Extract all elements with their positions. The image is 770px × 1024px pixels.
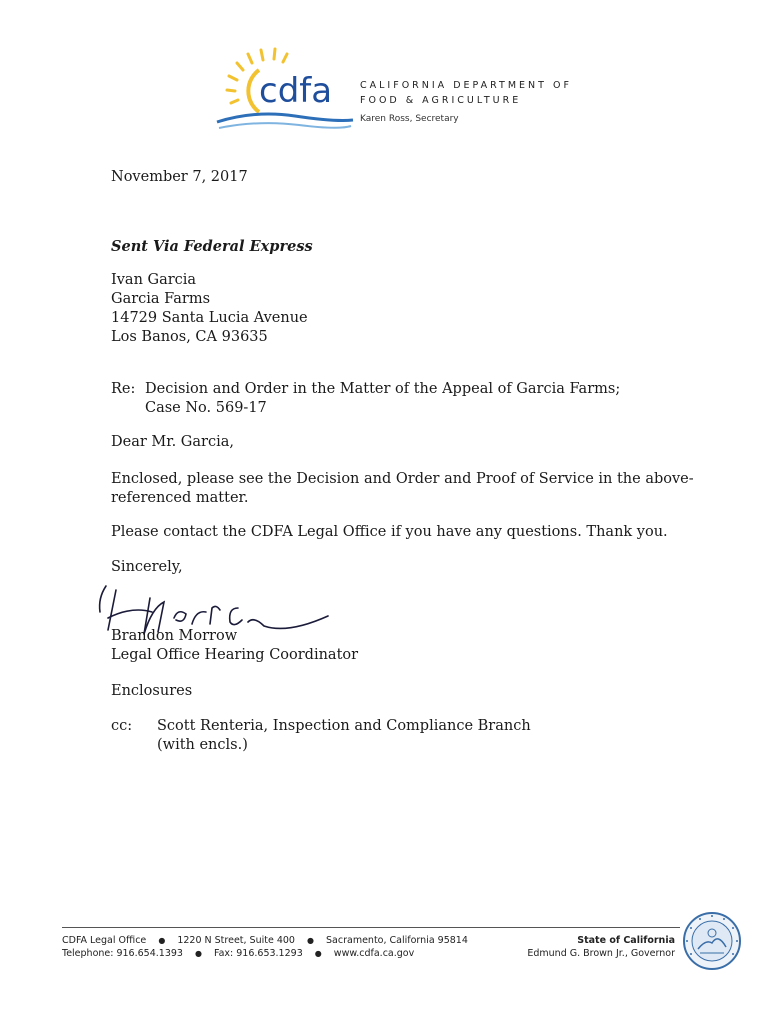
footer-fax: Fax: 916.653.1293 [214,948,303,959]
recipient-city: Los Banos, CA 93635 [111,329,268,345]
recipient-company: Garcia Farms [111,291,211,307]
paragraph-2: Please contact the CDFA Legal Office if you have any questions. Thank you. [111,524,668,540]
bullet-icon: ● [307,936,314,945]
footer-governor: Edmund G. Brown Jr., Governor [527,948,675,959]
bullet-icon: ● [194,949,202,958]
re-subject-line2: Case No. 569-17 [145,400,267,416]
cc-label: cc: [111,718,133,734]
footer-website: www.cdfa.ca.gov [333,948,415,959]
footer-telephone: Telephone: 916.654.1393 [62,948,183,959]
cc-line1: Scott Renteria, Inspection and Compliance Branch [157,718,531,734]
california-state-seal-icon [682,911,742,971]
footer-street: 1220 N Street, Suite 400 [177,935,295,946]
footer-contact-line [62,948,414,959]
bullet-icon: ● [158,936,166,945]
cc-line2: (with encls.) [157,737,248,753]
footer-city: Sacramento, California 95814 [326,935,468,946]
closing: Sincerely, [111,559,183,575]
paragraph-1-line1: Enclosed, please see the Decision and Order and Proof of Service in the above- [111,471,694,487]
paragraph-1-line2: referenced matter. [111,490,249,506]
re-subject-line1: Decision and Order in the Matter of the Appeal of Garcia Farms; [145,381,621,397]
letter-date: November 7, 2017 [111,169,248,185]
cdfa-sun-logo-icon [215,40,355,135]
footer-office: CDFA Legal Office [62,935,147,946]
recipient-street: 14729 Santa Lucia Avenue [111,310,308,326]
secretary-name: Karen Ross, Secretary [360,114,459,124]
delivery-method: Sent Via Federal Express [111,238,313,255]
footer-divider [62,927,680,928]
signer-name: Brandon Morrow [111,628,238,644]
footer-state: State of California [577,935,675,946]
re-label: Re: [111,381,136,397]
cdfa-logo [215,40,355,135]
enclosures-label: Enclosures [111,683,193,699]
svg-text:cdfa: cdfa [259,71,333,111]
salutation: Dear Mr. Garcia, [111,434,234,450]
agency-name-line1: CALIFORNIA DEPARTMENT OF [360,80,572,91]
footer-address-line [62,935,468,946]
recipient-name: Ivan Garcia [111,272,197,288]
agency-name-line2: FOOD & AGRICULTURE [360,95,522,106]
signer-title: Legal Office Hearing Coordinator [111,647,359,663]
bullet-icon: ● [314,949,322,958]
